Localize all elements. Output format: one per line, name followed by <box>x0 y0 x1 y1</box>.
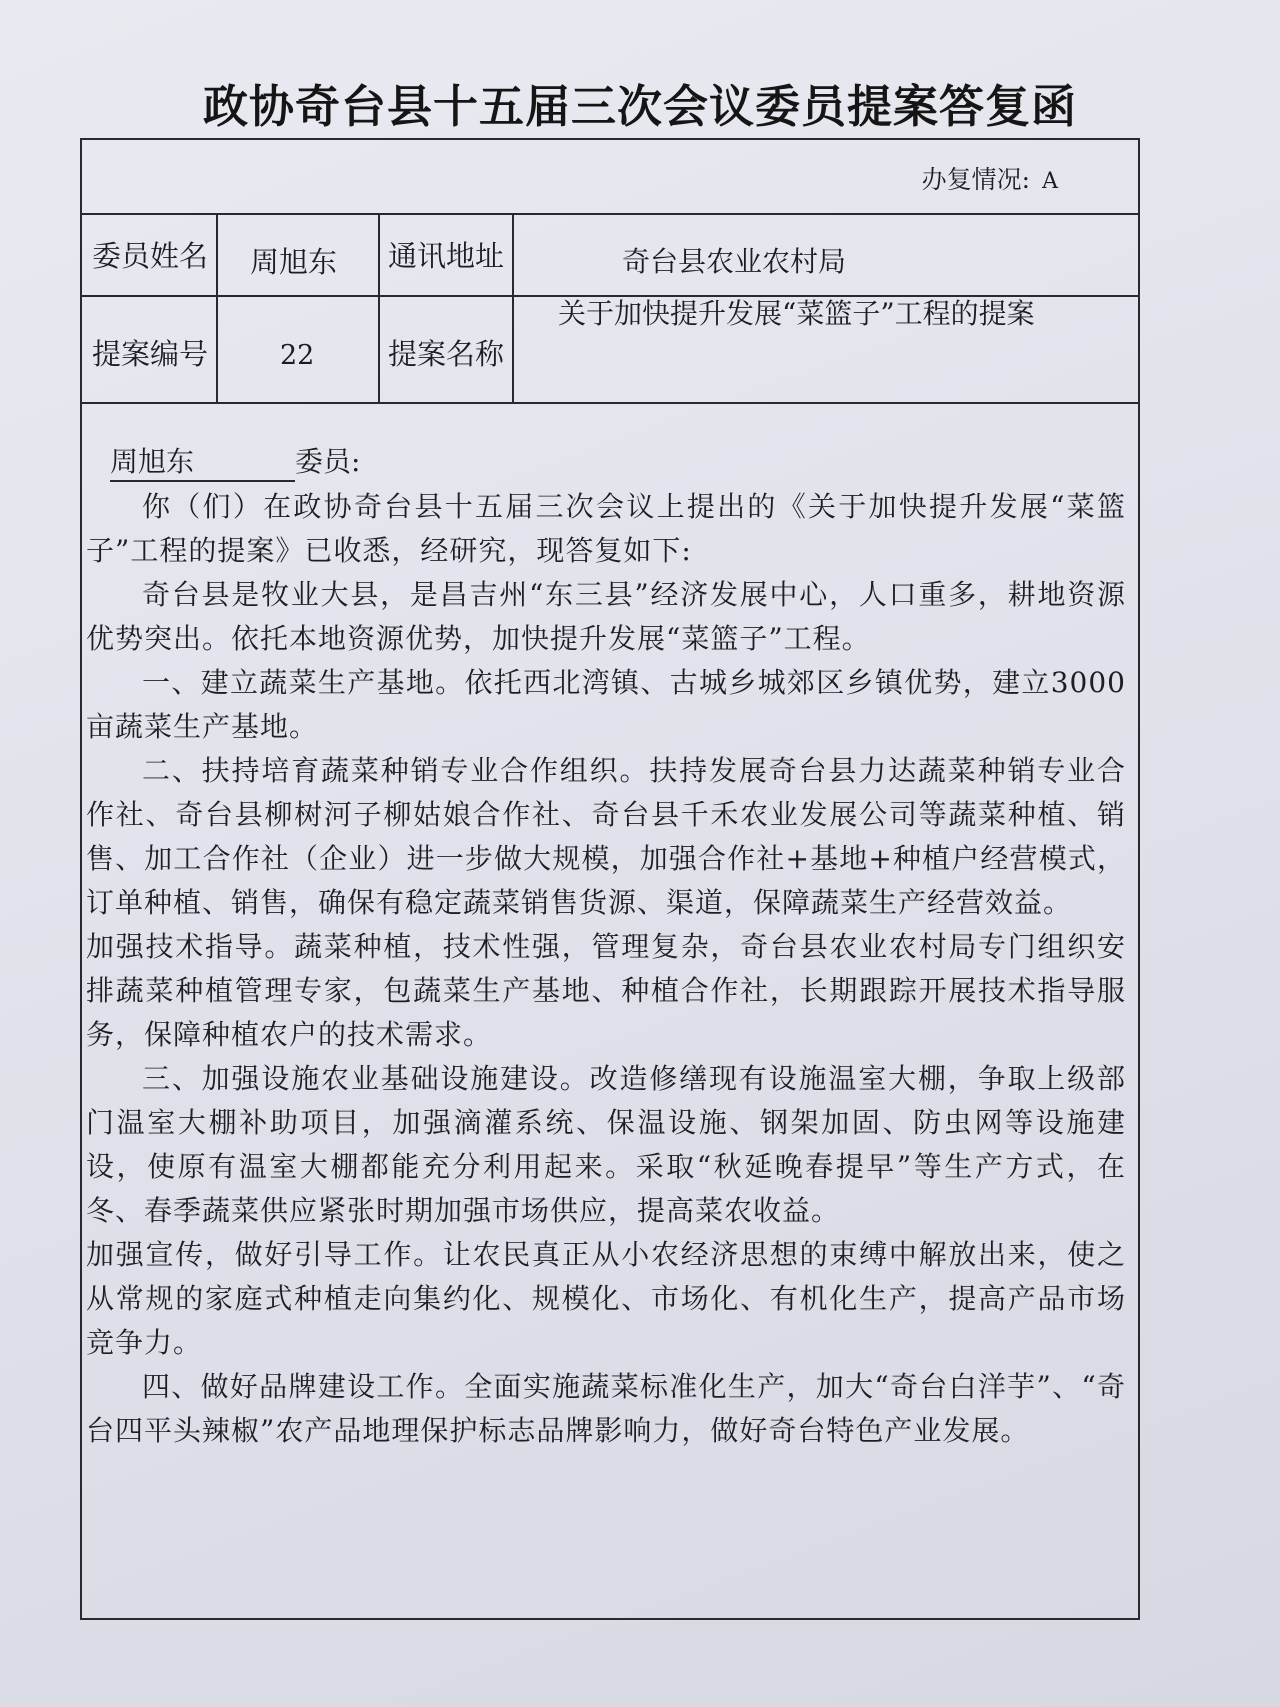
address-label: 通讯地址 <box>388 239 505 273</box>
paragraph: 三、加强设施农业基础设施建设。改造修缮现有设施温室大棚，争取上级部门温室大棚补助项目，加强滴灌系统、保温设施、钢架加固、防虫网等设施建设，使原有温室大棚都能充分利用起来。采取“秋延晚春提早”等生产方式，在冬、春季蔬菜供应紧张时期加强市场供应，提高菜农收益。 <box>86 1062 1126 1227</box>
paragraph: 二、扶持培育蔬菜种销专业合作组织。扶持发展奇台县力达蔬菜种销专业合作社、奇台县柳树河子柳姑娘合作社、奇台县千禾农业发展公司等蔬菜种植、销售、加工合作社（企业）进一步做大规模，加强合作社+基地+种植户经营模式，订单种植、销售，确保有稳定蔬菜销售货源、渠道，保障蔬菜生产经营效益。 <box>86 754 1126 919</box>
paragraph: 奇台县是牧业大县，是昌吉州“东三县”经济发展中心，人口重多，耕地资源优势突出。依托本地资源优势，加快提升发展“菜篮子”工程。 <box>86 578 1126 655</box>
reply-body <box>82 485 1130 1453</box>
salutation <box>110 440 360 482</box>
paragraph: 加强宣传，做好引导工作。让农民真正从小农经济思想的束缚中解放出来，使之从常规的家庭式种植走向集约化、规模化、市场化、有机化生产，提高产品市场竞争力。 <box>86 1238 1126 1359</box>
row-divider <box>82 402 1138 404</box>
document-title: 政协奇台县十五届三次会议委员提案答复函 <box>202 80 1077 133</box>
proposal-name-value: 关于加快提升发展“菜篮子”工程的提案 <box>558 297 1035 330</box>
proposal-number-value: 22 <box>280 340 315 371</box>
column-divider <box>216 213 218 402</box>
proposal-name-label: 提案名称 <box>388 337 505 371</box>
salutation-name: 周旭东 <box>110 440 295 482</box>
status-field <box>922 160 1058 196</box>
address-value: 奇台县农业农村局 <box>622 245 847 278</box>
status-label: 办复情况: <box>921 165 1031 194</box>
member-name-value: 周旭东 <box>250 245 338 279</box>
status-value: A <box>1042 169 1058 194</box>
paragraph: 你（们）在政协奇台县十五届三次会议上提出的《关于加快提升发展“菜篮子”工程的提案》已收悉，经研究，现答复如下: <box>86 490 1126 567</box>
paragraph: 加强技术指导。蔬菜种植，技术性强，管理复杂，奇台县农业农村局专门组织安排蔬菜种植管理专家，包蔬菜生产基地、种植合作社，长期跟踪开展技术指导服务，保障种植农户的技术需求。 <box>86 930 1126 1051</box>
salutation-suffix: 委员: <box>295 445 361 478</box>
reply-form <box>80 138 1140 1620</box>
column-divider <box>512 213 514 402</box>
row-divider <box>82 213 1138 215</box>
paragraph: 四、做好品牌建设工作。全面实施蔬菜标准化生产，加大“奇台白洋芋”、“奇台四平头辣椒”农产品地理保护标志品牌影响力，做好奇台特色产业发展。 <box>86 1370 1126 1447</box>
paragraph: 一、建立蔬菜生产基地。依托西北湾镇、古城乡城郊区乡镇优势，建立3000亩蔬菜生产基地。 <box>86 666 1126 743</box>
column-divider <box>378 213 380 402</box>
member-name-label: 委员姓名 <box>92 239 209 273</box>
proposal-number-label: 提案编号 <box>92 337 209 371</box>
